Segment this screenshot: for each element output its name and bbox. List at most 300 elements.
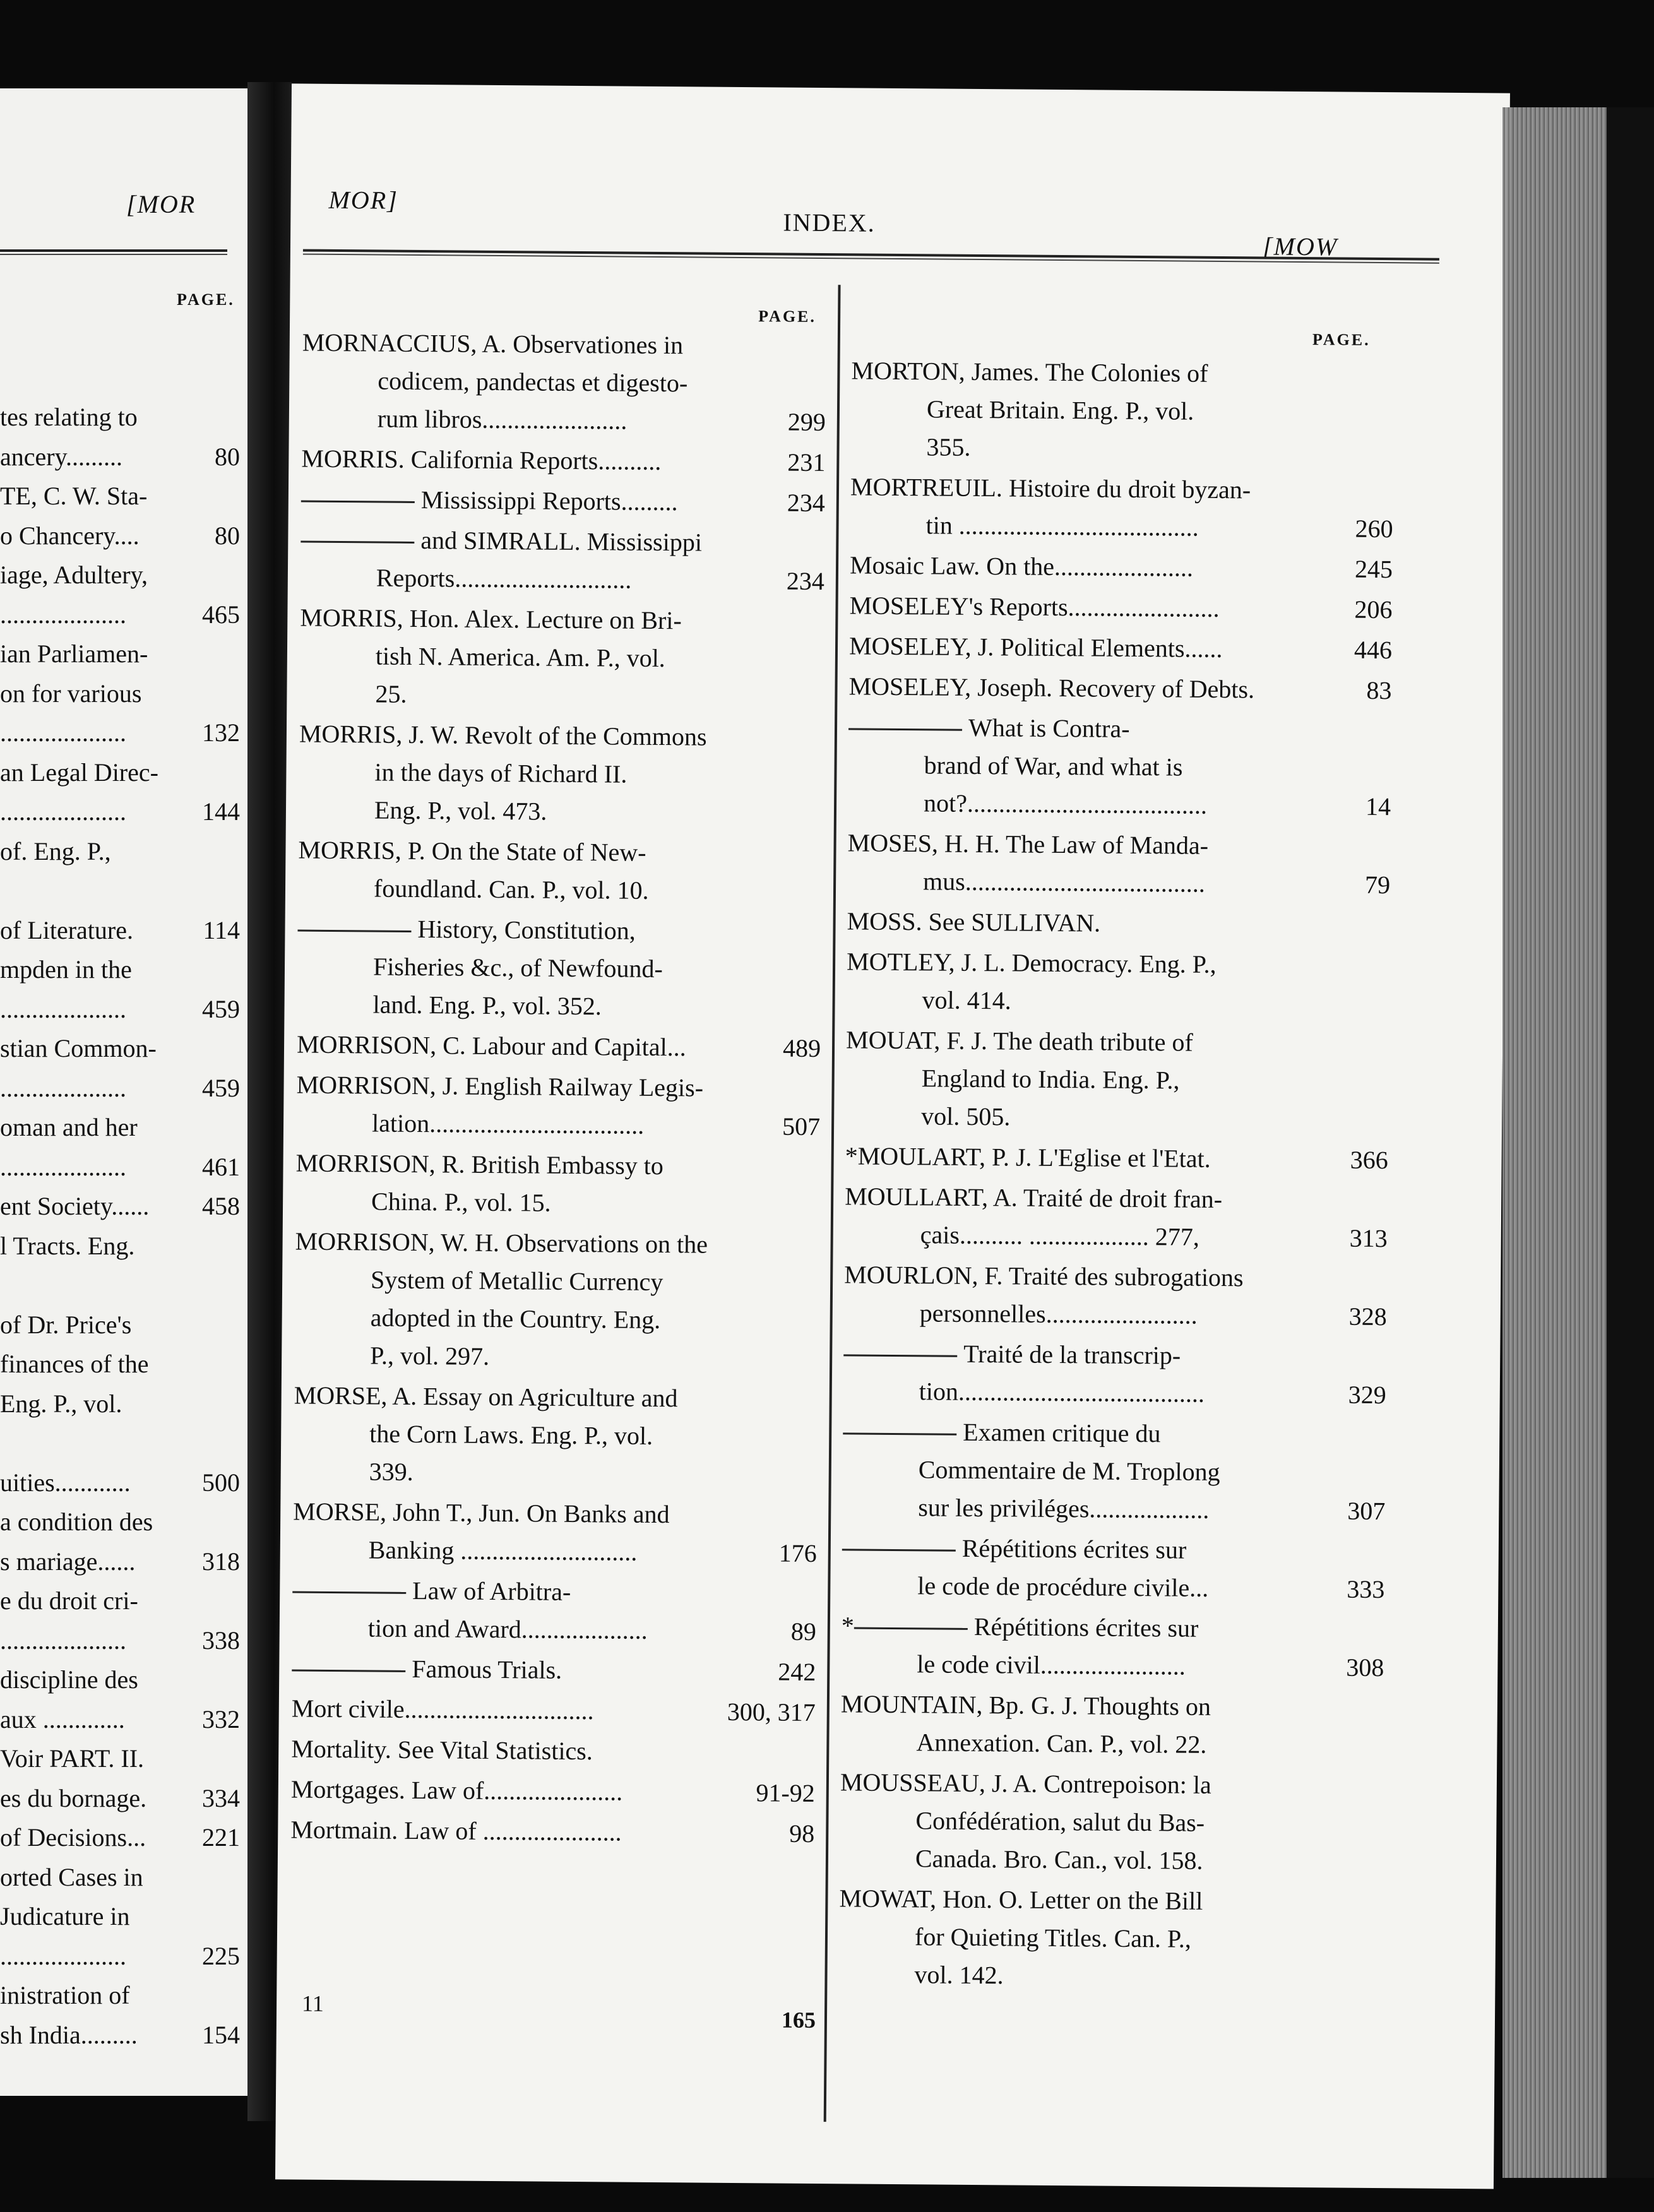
left-page-line [0,437,240,477]
index-entry [302,324,826,442]
ditto-rule [843,1355,957,1357]
entry-text: MOUAT, F. J. The death tribute of [845,1025,1194,1057]
entry-text: England to India. Eng. P., [921,1064,1180,1095]
ditto-rule [292,1670,405,1672]
entry-text: *MOULART, P. J. L'Eglise et l'Etat. [845,1141,1211,1173]
entry-text: le code civil....................... [917,1650,1186,1680]
index-page [275,83,1510,2189]
entry-text: land. Eng. P., vol. 352. [372,990,602,1021]
left-page-line-text: .................... [0,1941,126,1970]
entry-text: Mortality. See Vital Statistics. [291,1734,593,1766]
entry-page-number: 328 [1348,1302,1387,1331]
left-page-line-text: orted Cases in [0,1862,143,1891]
entry-page-number: 300, 317 [727,1697,816,1727]
left-page-header: [MOR [126,190,196,218]
entry-text: adopted in the Country. Eng. [370,1303,661,1335]
left-page-line [0,1542,240,1582]
left-page-line [0,1897,240,1937]
entry-text: MORRISON, R. British Embassy to [295,1148,664,1180]
entry-text: MORRISON, W. H. Observations on the [295,1227,708,1259]
left-page-line [0,911,240,951]
index-entry [848,708,1391,826]
index-entry [849,627,1392,669]
book-edge-shadow [1607,107,1654,2178]
left-page-line [0,1069,240,1109]
entry-page-number: 313 [1349,1223,1388,1253]
index-entry [301,480,825,523]
entry-text: 339. [369,1457,413,1487]
entry-text: MOSS. See SULLIVAN. [847,907,1101,937]
entry-heading-line [849,627,1392,669]
index-entry [847,902,1389,944]
index-entry [840,1763,1383,1881]
index-entry [293,1493,818,1573]
entry-text: lation.................................. [371,1109,645,1139]
index-entry [842,1412,1386,1530]
left-page-line-text: .................... [0,1152,126,1181]
index-entry [299,715,823,833]
left-page-line [0,1779,240,1819]
left-page-line [0,1858,240,1898]
entry-page-number: 307 [1347,1496,1386,1526]
entry-continuation-line [299,753,823,795]
entry-page-number: 89 [790,1617,816,1646]
left-page-header-rule [0,249,227,255]
entry-heading-line [295,1223,819,1265]
left-page-line-text: finances of the [0,1350,149,1378]
left-page-line [0,1187,240,1227]
left-page-line [0,832,240,872]
entry-continuation-line [841,1644,1384,1687]
left-page-line-page: 332 [202,1704,240,1733]
left-page-line [0,1266,240,1305]
entry-continuation-line [839,1917,1382,1959]
left-page-line-text: mpden in the [0,955,132,984]
entry-continuation-line [845,1215,1388,1258]
left-page-line-text: .................... [0,1626,126,1655]
entry-heading-line [301,480,825,523]
entry-text: mus...................................... [922,867,1205,898]
left-page-line-text: Voir PART. II. [0,1744,145,1773]
left-page-line-text: stian Common- [0,1034,157,1062]
entry-text: MOSELEY, Joseph. Recovery of Debts. [848,672,1255,704]
entry-continuation-line [851,389,1394,432]
index-entry [292,1571,817,1651]
page-number: 165 [781,2007,816,2033]
entry-text: Canada. Bro. Can., vol. 158. [915,1844,1203,1875]
left-page-line-text: iage, Adultery, [0,561,148,589]
left-page-line-text: tes relating to [0,403,138,431]
entry-text: brand of War, and what is [924,751,1183,782]
index-entry [292,1689,816,1732]
entry-page-number: 308 [1346,1653,1384,1682]
entry-continuation-line [297,985,821,1028]
entry-text: tion....................................... [919,1377,1205,1408]
left-page-line [0,595,240,635]
ditto-rule [301,501,415,503]
entry-continuation-line [300,637,824,679]
entry-heading-line: * Répétitions écrites sur [841,1611,1199,1643]
left-page-line [0,1305,240,1345]
entry-heading-line [851,352,1394,394]
index-entry [838,1879,1382,1997]
entry-heading-line [301,440,825,482]
left-page-line-text: e du droit cri- [0,1586,138,1615]
entry-page-number: 333 [1347,1574,1385,1604]
left-page-line-page: 465 [202,600,240,629]
entry-page-number: 299 [787,407,826,437]
entry-text: China. P., vol. 15. [371,1187,551,1217]
entry-text: Commentaire de M. Troplong [918,1455,1220,1487]
index-left-column [290,324,826,1855]
entry-heading-line [291,1770,815,1812]
left-page-line [0,1818,240,1858]
index-entry [845,1021,1389,1139]
left-page-line [0,753,240,793]
left-page-line-text: TE, C. W. Sta- [0,482,148,510]
entry-heading-line [297,910,821,952]
entry-heading-line [839,1879,1382,1922]
left-page-line [0,556,240,595]
left-page-line [0,1345,240,1384]
entry-heading-line [848,667,1391,710]
entry-heading-line [845,1177,1388,1220]
entry-page-number: 206 [1354,595,1393,624]
left-page-line [0,516,240,556]
ditto-rule [843,1433,956,1436]
left-page-line-text: .................... [0,797,126,826]
entry-heading-line [295,1145,819,1187]
ditto-rule [297,930,411,932]
header-left: MOR] [328,185,398,215]
left-page-line [0,1424,240,1463]
entry-heading-line [848,708,1391,750]
entry-continuation-line [840,1723,1383,1765]
ditto-rule [300,541,414,544]
left-page-line-text: of Literature. [0,915,133,944]
entry-text: Confédération, salut du Bas- [915,1806,1205,1837]
entry-text: P., vol. 297. [370,1341,490,1371]
left-page-line-text: o Chancery.... [0,521,140,550]
entry-continuation-line [296,1104,820,1146]
entry-text: MORTREUIL. Histoire du droit byzan- [850,472,1251,504]
entry-continuation-line [845,1097,1388,1139]
entry-text: MOSES, H. H. The Law of Manda- [847,828,1209,860]
entry-continuation-line [844,1293,1387,1336]
left-page-line [0,1621,240,1661]
index-entry [300,521,825,601]
left-page-line-text: of. Eng. P., [0,836,111,865]
index-entry [845,1177,1388,1258]
entry-text: Famous Trials. [412,1654,562,1684]
left-page-line-page: 338 [202,1626,240,1655]
index-entry [294,1223,819,1379]
entry-text: 25. [375,679,407,708]
entry-text: for Quieting Titles. Can. P., [914,1922,1192,1953]
entry-text: Mosaic Law. On the...................... [849,550,1194,582]
entry-continuation-line [298,869,822,912]
left-page-line [0,1148,240,1187]
entry-page-number: 507 [782,1112,821,1141]
left-page-line-page: 132 [202,718,240,747]
entry-continuation-line [293,1531,817,1573]
index-entry [297,910,821,1028]
index-entry [297,1026,821,1068]
index-entry [845,1137,1388,1179]
entry-heading-line [844,1256,1387,1298]
entry-continuation-line [292,1609,816,1651]
entry-text: MORSE, A. Essay on Agriculture and [294,1381,678,1413]
entry-page-number: 245 [1354,554,1393,584]
entry-text: MORTON, James. The Colonies of [851,356,1208,388]
left-page-column-label: PAGE. [177,290,235,309]
entry-text: tion and Award.................... [367,1614,648,1644]
entry-text: the Corn Laws. Eng. P., vol. [369,1419,653,1450]
left-page-line [0,398,240,437]
entry-heading-line [845,1137,1388,1179]
left-page-line [0,990,240,1030]
entry-heading-line [302,324,826,366]
left-page-line [0,1660,240,1700]
entry-text: Répétitions écrites sur [961,1533,1187,1564]
ditto-rule [854,1627,968,1630]
index-entry [846,942,1389,1023]
index-entry [842,1528,1385,1608]
index-entry [299,599,824,717]
entry-continuation-line [850,427,1393,470]
left-page-line [0,477,240,516]
entry-heading-line [840,1763,1383,1805]
entry-text: MOURLON, F. Traité des subrogations [844,1260,1244,1292]
left-page-line [0,1739,240,1779]
entry-text: foundland. Can. P., vol. 10. [373,874,649,905]
entry-heading-line [842,1528,1385,1571]
index-entry [840,1685,1384,1765]
entry-continuation-line [848,783,1391,826]
index-entry [291,1770,815,1812]
entry-text: Great Britain. Eng. P., vol. [926,395,1194,425]
entry-text: MORRIS, Hon. Alex. Lecture on Bri- [300,603,682,635]
left-page-line-text: ancery......... [0,442,122,471]
entry-heading-line [297,1026,821,1068]
entry-page-number: 176 [778,1538,817,1568]
left-page-line-text: .................... [0,600,126,629]
index-entry [844,1256,1388,1336]
entry-continuation-line [848,746,1391,788]
left-page-line-page: 461 [202,1152,240,1181]
index-entry [291,1730,815,1772]
left-page-line [0,1581,240,1621]
entry-text: MORNACCIUS, A. Observationes in [302,328,684,360]
entry-continuation-line [294,1415,818,1457]
left-page-line [0,713,240,753]
entry-continuation-line [295,1261,819,1303]
ditto-rule [292,1591,406,1594]
left-page-line [0,1976,240,2016]
left-page-line [0,1227,240,1266]
left-page-line-page: 500 [202,1468,240,1497]
entry-heading-line [849,586,1392,629]
entry-continuation-line [846,980,1389,1023]
entry-heading-line [847,942,1389,985]
entry-text: MORRISON, C. Labour and Capital... [296,1030,686,1062]
entry-text: Law of Arbitra- [412,1576,571,1606]
entry-heading-line [850,546,1393,588]
left-page-line-page: 318 [202,1547,240,1576]
entry-heading-line [290,1811,814,1853]
entry-heading-line [299,715,823,758]
entry-continuation-line [840,1801,1383,1843]
entry-continuation-line [294,1299,818,1341]
left-column-page-label: PAGE. [758,307,817,326]
entry-text: Banking ............................ [368,1535,638,1566]
entry-heading-line [300,521,824,563]
left-page-line-text: on for various [0,679,142,708]
entry-heading-line [843,1412,1386,1454]
left-page-line-text: .................... [0,994,126,1023]
entry-page-number: 98 [789,1819,815,1848]
entry-page-number: 260 [1355,514,1393,544]
entry-continuation-line [294,1336,818,1379]
entry-text: MOSELEY, J. Political Elements...... [848,631,1223,663]
header-right: [MOW [1262,232,1338,261]
entry-text: Répétitions écrites sur [973,1612,1199,1643]
left-page-line [0,792,240,832]
entry-page-number: 329 [1348,1380,1386,1410]
left-page-line-text: uities............ [0,1468,131,1497]
entry-text: MOSELEY's Reports........................ [849,591,1220,622]
entry-text: MORSE, John T., Jun. On Banks and [293,1497,670,1529]
entry-heading-line [850,468,1393,510]
entry-text: MOWAT, Hon. O. Letter on the Bill [839,1884,1203,1915]
entry-text: and SIMRALL. Mississippi [420,526,703,557]
index-entry [294,1377,818,1495]
entry-text: What is Contra- [968,713,1130,743]
index-entry [847,824,1391,904]
index-entry [295,1145,820,1225]
right-column-page-label: PAGE. [1312,330,1371,349]
entry-text: Annexation. Can. P., vol. 22. [916,1728,1207,1759]
left-page-line [0,1029,240,1069]
entry-text: Mortmain. Law of ...................... [290,1815,622,1846]
entry-heading-line [291,1730,815,1772]
entry-page-number: 234 [787,488,826,518]
entry-page-number: 446 [1354,635,1393,665]
entry-continuation-line [843,1450,1386,1492]
entry-continuation-line [295,1182,819,1225]
entry-continuation-line [850,506,1393,548]
header-title: INDEX. [783,208,876,237]
left-page-line-page: 221 [202,1823,240,1852]
left-page-line [0,634,240,674]
index-entry [850,468,1393,548]
entry-text: tin ...................................... [925,511,1199,542]
left-page [0,88,253,2096]
entry-text: tish N. America. Am. P., vol. [375,641,665,673]
entry-text: rum libros....................... [377,404,628,435]
entry-continuation-line [294,1453,818,1495]
left-page-line-text: discipline des [0,1665,138,1694]
entry-page-number: 234 [786,566,825,596]
left-page-line-text: of Dr. Price's [0,1310,132,1339]
left-page-line [0,2016,240,2055]
index-entry [296,1066,821,1146]
left-page-line-text: inistration of [0,1981,130,2009]
left-page-line-page: 225 [202,1941,240,1970]
entry-page-number: 366 [1350,1145,1388,1175]
index-entry [301,440,825,482]
entry-page-number: 242 [778,1657,816,1687]
entry-text: sur les priviléges................... [918,1493,1210,1524]
entry-text: in the days of Richard II. [374,758,628,788]
left-page-line-text: l Tracts. Eng. [0,1231,135,1260]
left-page-line-text: .................... [0,1073,126,1102]
left-page-line-page: 154 [202,2020,240,2049]
entry-continuation-line [840,1839,1383,1881]
left-page-line-page: 458 [202,1192,240,1220]
entry-continuation-line [845,1059,1388,1101]
left-page-line [0,1384,240,1424]
entry-text: 355. [926,432,971,461]
entry-text: personnelles........................ [919,1299,1198,1329]
signature-mark: 11 [301,1990,324,2016]
entry-text: Mississippi Reports......... [420,485,678,516]
entry-continuation-line [842,1566,1384,1608]
left-page-line [0,1937,240,1977]
entry-heading-line [847,902,1389,944]
left-page-line-text: a condition des [0,1507,153,1536]
ditto-rule [848,728,962,731]
entry-text: Reports............................ [376,563,632,594]
entry-text: le code de procédure civile... [917,1571,1209,1602]
entry-continuation-line [300,559,824,601]
entry-text: MOUSSEAU, J. A. Contrepoison: la [840,1768,1211,1799]
left-page-line [0,1700,240,1740]
entry-heading-line [292,1650,816,1692]
entry-page-number: 91-92 [756,1778,815,1808]
index-entry [292,1650,816,1692]
entry-text: not?...................................... [923,788,1208,819]
entry-page-number: 83 [1366,675,1392,705]
left-page-line-text: ent Society...... [0,1192,150,1220]
left-page-line [0,950,240,990]
left-page-line-text: of Decisions... [0,1823,146,1852]
index-entry [841,1607,1384,1687]
left-page-line-page: 80 [215,521,240,550]
entry-text: MORRISON, J. English Railway Legis- [296,1070,704,1102]
left-page-line-text: s mariage...... [0,1547,136,1576]
entry-text: MORRIS, J. W. Revolt of the Commons [299,719,707,751]
index-right-column [838,352,1394,2000]
left-page-line-text: an Legal Direc- [0,758,158,787]
entry-continuation-line [843,1372,1386,1414]
entry-text: codicem, pandectas et digesto- [378,366,688,398]
left-page-line [0,1108,240,1148]
entry-text: Eng. P., vol. 473. [374,795,547,826]
entry-continuation-line [302,400,826,442]
entry-heading-line [843,1334,1386,1376]
ditto-rule [842,1549,956,1552]
entry-text: MOUNTAIN, Bp. G. J. Thoughts on [840,1689,1211,1721]
entry-heading-line [847,824,1390,866]
index-entry [843,1334,1387,1414]
entry-text: Mortgages. Law of...................... [290,1775,623,1806]
left-page-line-text: aux ............. [0,1704,125,1733]
left-page-line [0,871,240,911]
entry-text: MORRIS, P. On the State of New- [298,835,646,867]
left-page-line-text: .................... [0,718,126,747]
entry-heading-line [841,1685,1384,1727]
